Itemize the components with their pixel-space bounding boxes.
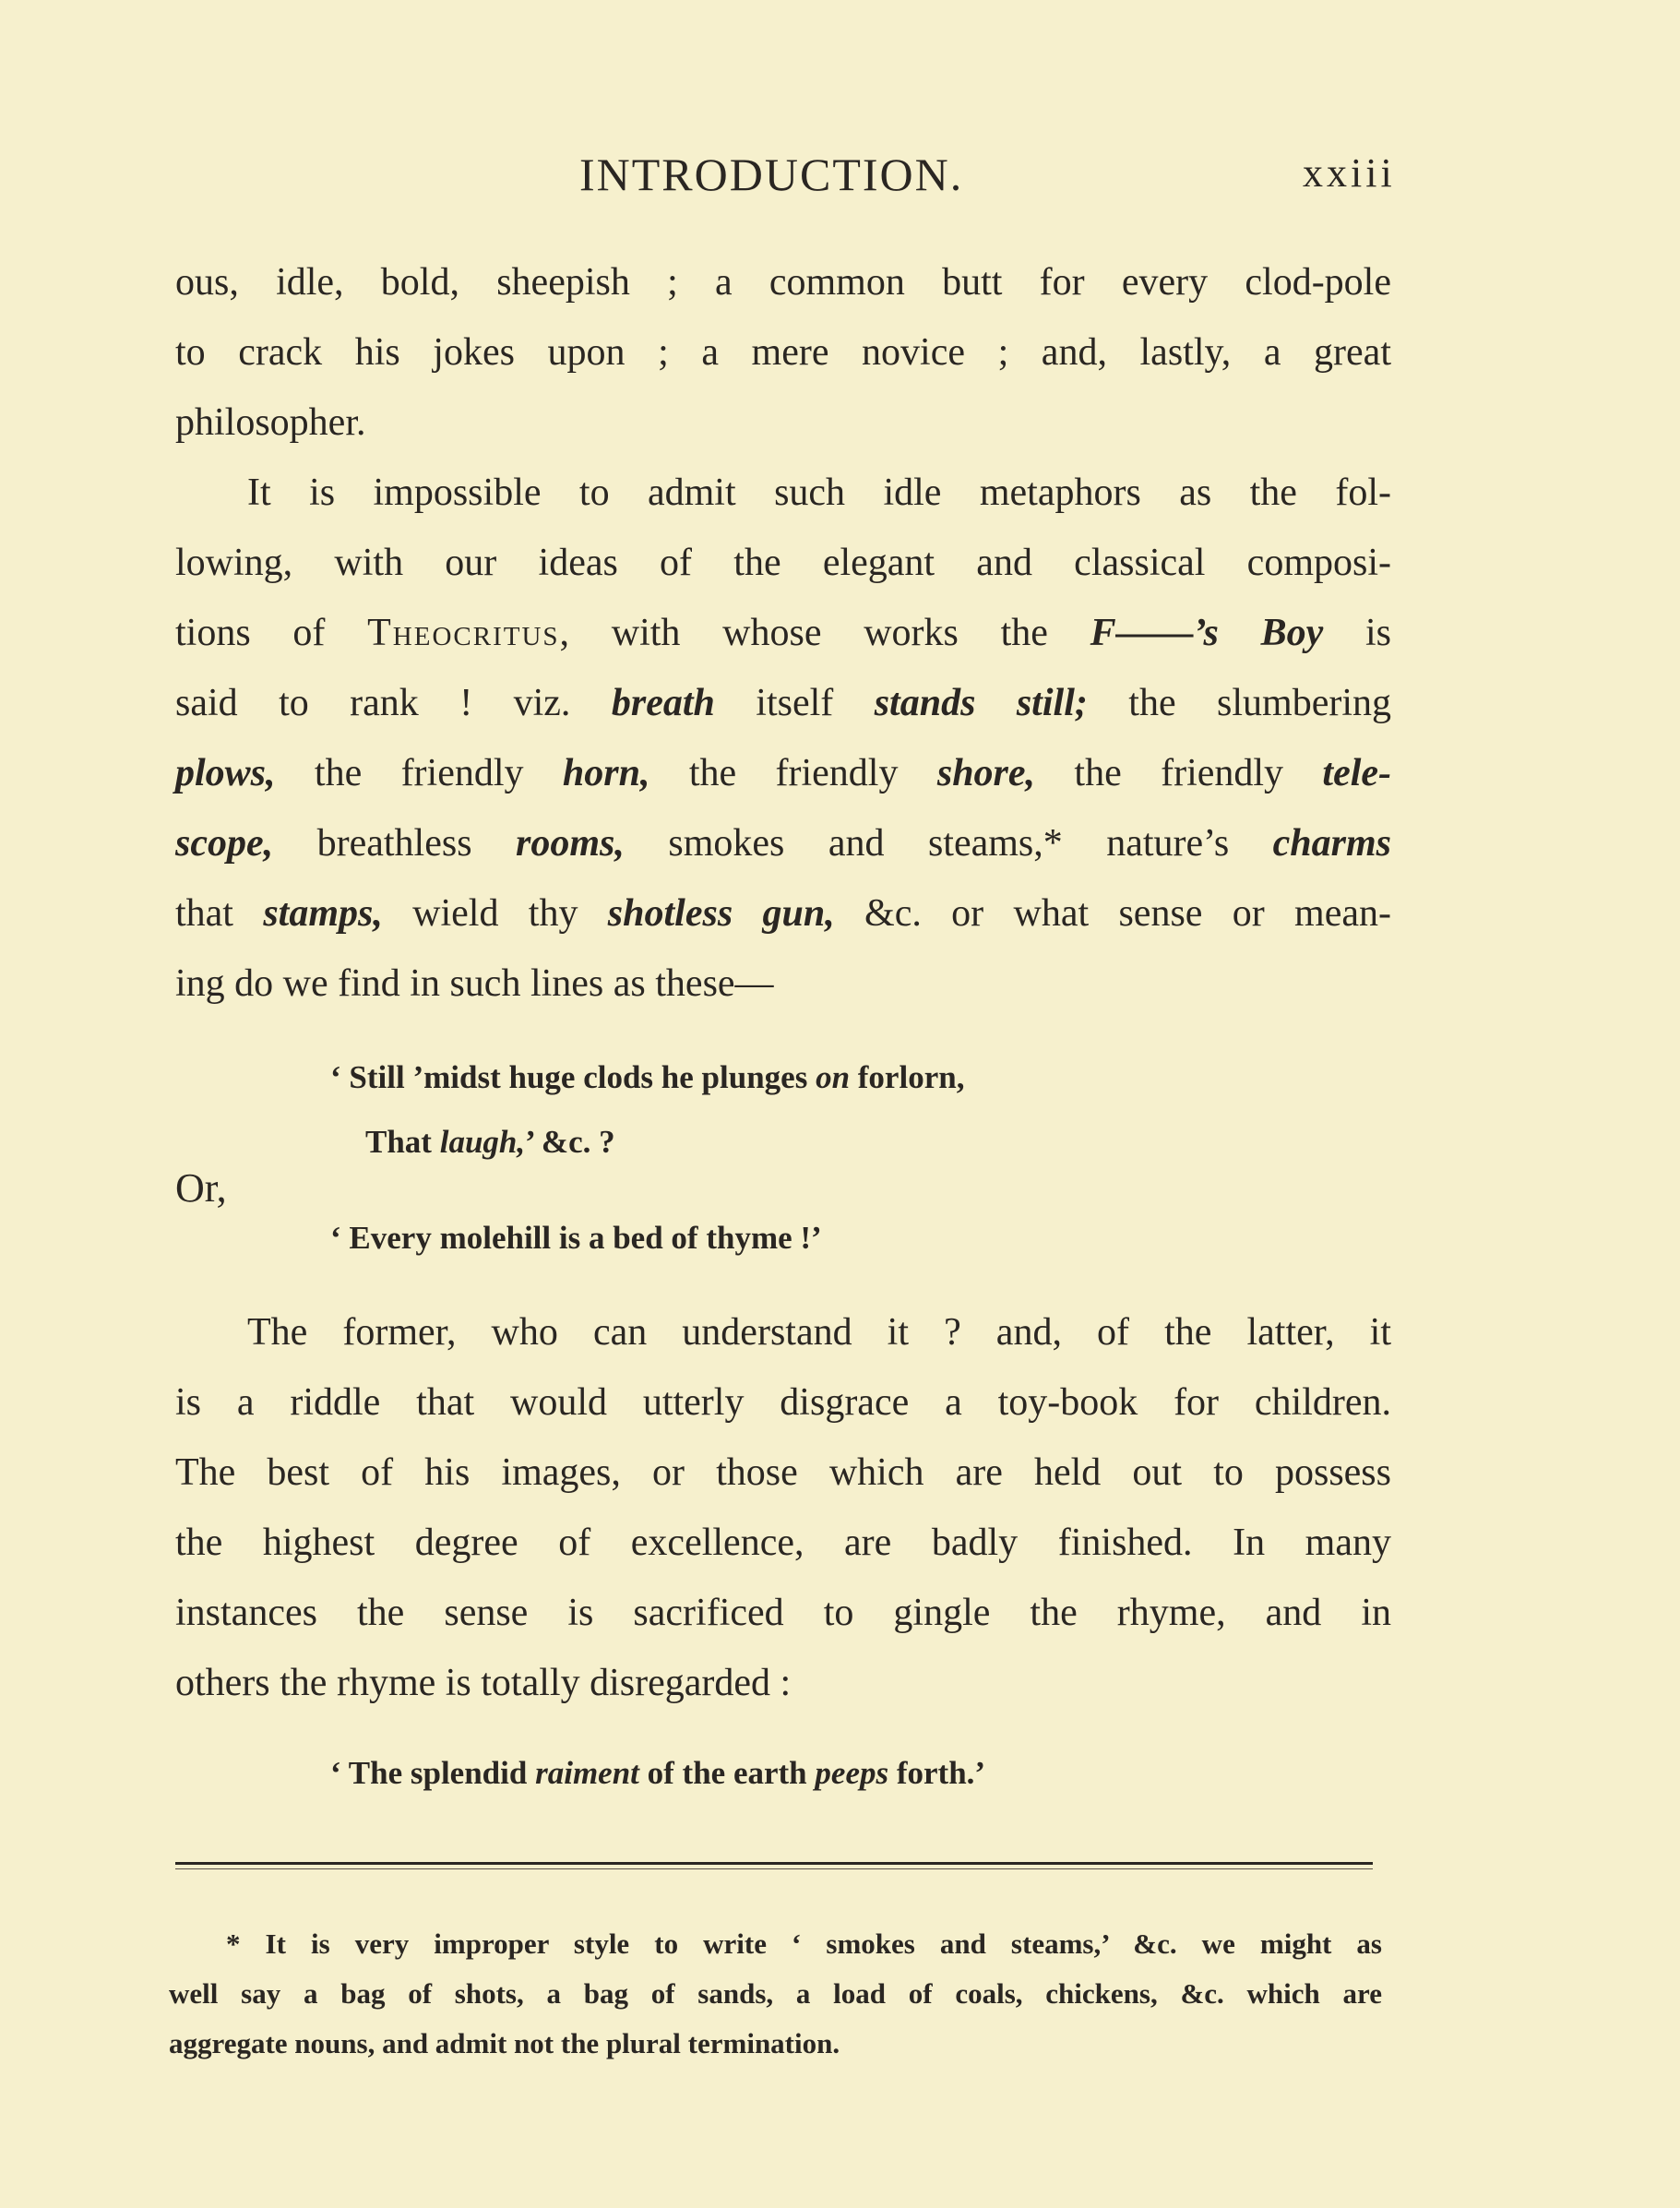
text-line: instances the sense is sacrificed to gingle the rhyme, and in: [175, 1592, 1391, 1634]
text-line: The best of his images, or those which are held out to possess: [175, 1451, 1391, 1494]
italic-phrase: F——’s Boy: [1090, 612, 1324, 654]
paragraph-1: [175, 247, 1391, 458]
text-line: scope, breathless rooms, smokes and steams,* nature’s charms: [175, 822, 1391, 865]
paragraph-2: [175, 458, 1391, 1019]
footnote-rule-thin: [175, 1868, 1373, 1869]
text-line: said to rank ! viz. breath itself stands still; the slumbering: [175, 682, 1391, 724]
verse-quote-2: That laugh,’ &c. ?: [365, 1124, 615, 1160]
footnote-rule: [175, 1862, 1373, 1865]
text-line: ing do we find in such lines as these—: [175, 962, 774, 1005]
text-line: to crack his jokes upon ; a mere novice ; and, lastly, a great: [175, 331, 1391, 374]
page-number: xxiii: [1303, 150, 1396, 196]
text-line: philosopher.: [175, 401, 366, 444]
text-line: the highest degree of excellence, are badly finished. In many: [175, 1522, 1391, 1564]
paragraph-3: [175, 1297, 1391, 1718]
footnote-line: * It is very improper style to write ‘ smokes and steams,’ &c. we might as: [226, 1928, 1382, 1960]
verse-quote-4: ‘ The splendid raiment of the earth peeps forth.’: [330, 1755, 986, 1791]
verse-quote-1: ‘ Still ’midst huge clods he plunges on forlorn,: [330, 1059, 965, 1095]
text-line: plows, the friendly horn, the friendly shore, the friendly tele-: [175, 752, 1392, 794]
text-line: tions of Theocritus, with whose works the F——’s Boy is: [175, 612, 1392, 654]
italic-phrase: stands still;: [874, 682, 1088, 724]
italic-phrase: breath: [611, 682, 715, 724]
running-head-title: INTRODUCTION.: [579, 149, 964, 200]
author-name-smallcaps: Theocritus: [367, 612, 560, 654]
text-line: lowing, with our ideas of the elegant and classical composi-: [175, 542, 1391, 584]
footnote: [169, 1919, 1382, 2069]
footnote-line: well say a bag of shots, a bag of sands, a load of coals, chickens, &c. which are: [169, 1977, 1382, 2010]
or-label: Or,: [175, 1165, 227, 1211]
text-line: It is impossible to admit such idle metaphors as the fol-: [247, 471, 1391, 514]
text-line: that stamps, wield thy shotless gun, &c. or what sense or mean-: [175, 892, 1391, 935]
verse-quote-3: ‘ Every molehill is a bed of thyme !’: [330, 1220, 822, 1256]
footnote-line: aggregate nouns, and admit not the plural termination.: [169, 2027, 840, 2059]
text-line: The former, who can understand it ? and, of the latter, it: [247, 1311, 1391, 1354]
text-line: is a riddle that would utterly disgrace a toy-book for children.: [175, 1381, 1391, 1424]
text-line: ous, idle, bold, sheepish ; a common butt for every clod-pole: [175, 261, 1391, 304]
text-line: others the rhyme is totally disregarded :: [175, 1662, 792, 1704]
